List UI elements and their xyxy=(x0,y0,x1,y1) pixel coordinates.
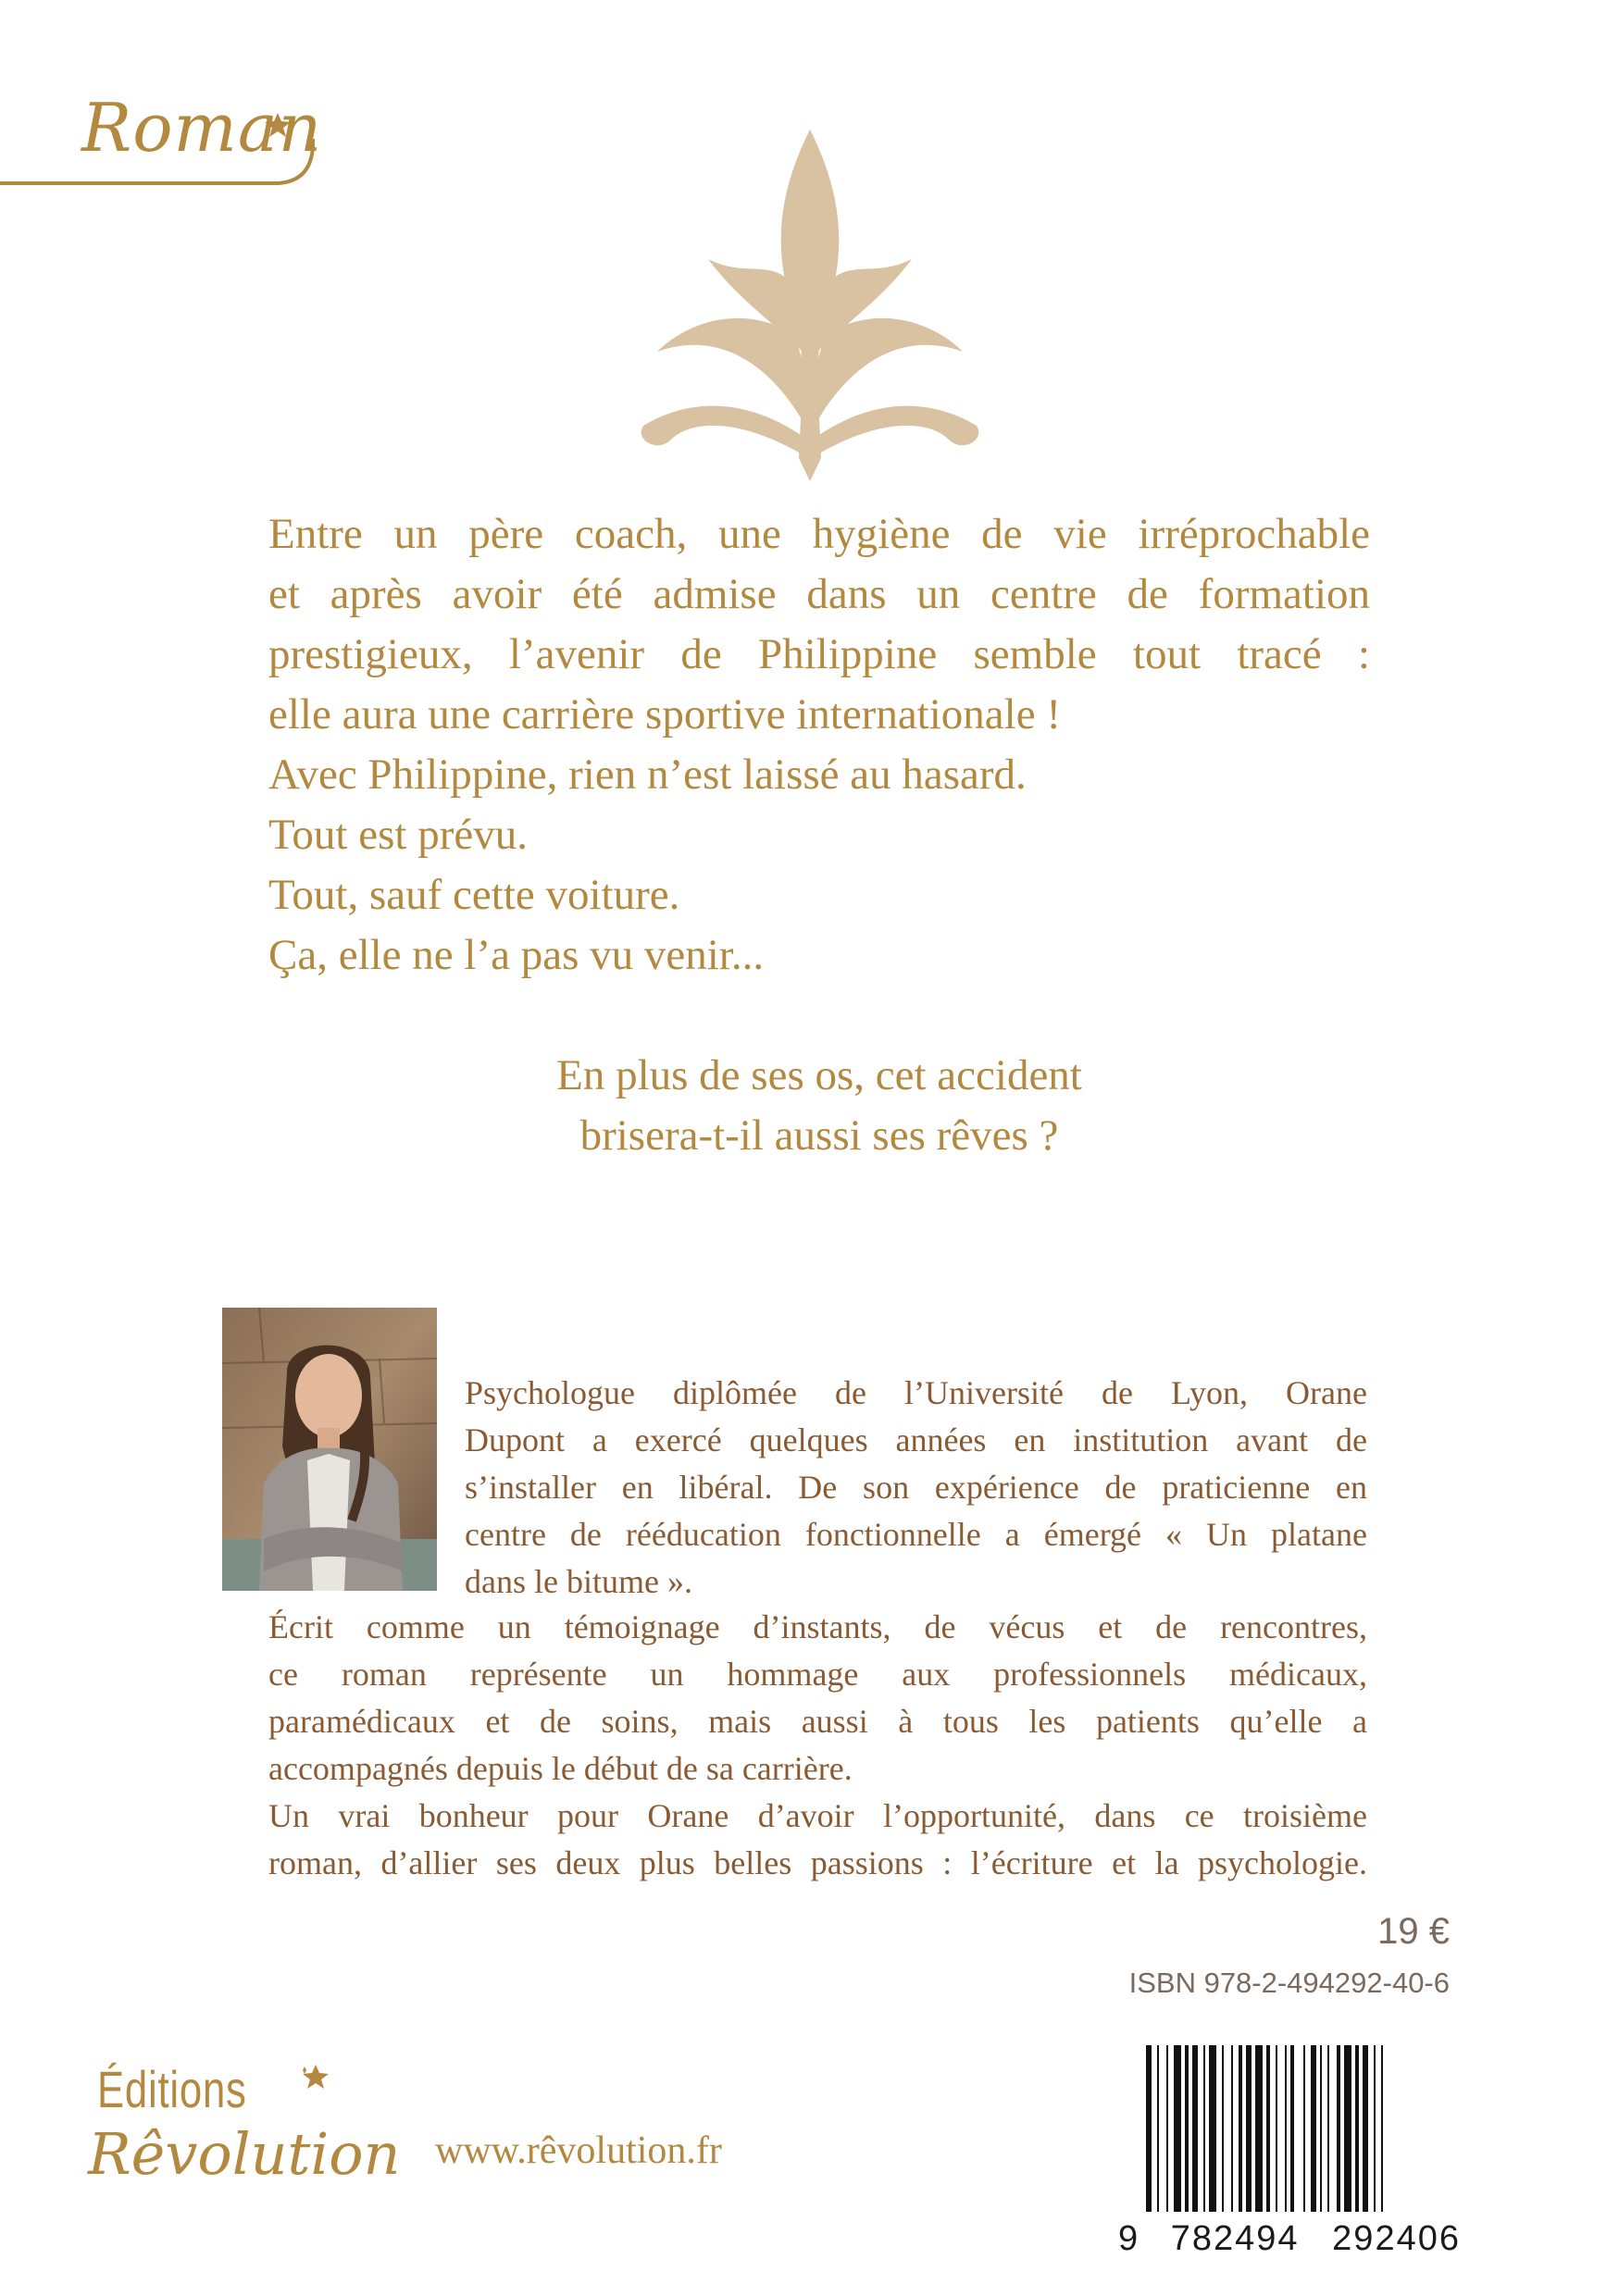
bio-line: s’installer en libéral. De son expérience de praticienne en xyxy=(465,1469,1367,1506)
price: 19 € xyxy=(1377,1911,1450,1952)
barcode-bars-icon xyxy=(1118,2036,1461,2221)
isbn: ISBN 978-2-494292-40-6 xyxy=(1128,1967,1450,1999)
barcode-bar xyxy=(1327,2045,1329,2212)
star-icon xyxy=(297,2063,334,2109)
hook-line: brisera-t-il aussi ses rêves ? xyxy=(579,1111,1059,1160)
author-bio-body xyxy=(268,1604,1367,1887)
barcode-digit-group: 9 xyxy=(1118,2219,1139,2258)
barcode-bar xyxy=(1246,2045,1252,2212)
barcode-bar xyxy=(1363,2045,1368,2212)
barcode-bar xyxy=(1311,2045,1316,2212)
hook-line: En plus de ses os, cet accident xyxy=(556,1051,1082,1099)
bio-line: centre de rééducation fonctionnelle a émergé « Un platane xyxy=(465,1516,1367,1553)
barcode-digit-group: 292406 xyxy=(1332,2219,1461,2258)
bio-line: Un vrai bonheur pour Orane d’avoir l’opportunité, dans ce troisième xyxy=(268,1797,1367,1834)
barcode-bar xyxy=(1209,2045,1216,2212)
genre-label: Roman xyxy=(81,89,323,167)
barcode-bar xyxy=(1355,2045,1359,2212)
barcode-bar xyxy=(1239,2045,1242,2212)
barcode-bar xyxy=(1303,2045,1305,2212)
bio-line: paramédicaux et de soins, mais aussi à tous les patients qu’elle a xyxy=(268,1703,1367,1740)
barcode-bar xyxy=(1320,2045,1322,2212)
barcode-bar xyxy=(1255,2045,1263,2212)
barcode-bar xyxy=(1174,2045,1181,2212)
barcode-bar xyxy=(1285,2045,1287,2212)
blurb-line: Ça, elle ne l’a pas vu venir... xyxy=(268,931,765,979)
blurb-line: Entre un père coach, une hygiène de vie irréprochable xyxy=(268,510,1370,558)
barcode-bar xyxy=(1222,2045,1224,2212)
bio-line: ce roman représente un hommage aux professionnels médicaux, xyxy=(268,1656,1367,1693)
bio-line: Dupont a exercé quelques années en institution avant de xyxy=(465,1421,1367,1458)
ornament-icon xyxy=(606,120,1014,490)
barcode-bar xyxy=(1231,2045,1233,2212)
bio-line: accompagnés depuis le début de sa carrière. xyxy=(268,1750,853,1787)
publisher-line1: Éditions xyxy=(97,2060,247,2118)
bio-line: Écrit comme un témoignage d’instants, de vécus et de rencontres, xyxy=(268,1608,1367,1645)
barcode-bar xyxy=(1344,2045,1351,2212)
blurb-line: Tout est prévu. xyxy=(268,811,528,859)
author-photo xyxy=(222,1308,437,1591)
barcode-bar xyxy=(1276,2045,1277,2212)
publisher-logo xyxy=(88,2059,403,2212)
website-link[interactable]: www.rêvolution.fr xyxy=(435,2129,722,2172)
barcode-bar xyxy=(1266,2045,1270,2212)
blurb-line: Avec Philippine, rien n’est laissé au hasard. xyxy=(268,751,1027,799)
blurb-line: et après avoir été admise dans un centre de formation xyxy=(268,570,1370,618)
blurb-line: elle aura une carrière sportive internationale ! xyxy=(268,690,1061,738)
barcode-digits xyxy=(1118,2219,1461,2259)
bio-line: Psychologue diplômée de l’Université de Lyon, Orane xyxy=(465,1374,1367,1411)
blurb-hook xyxy=(268,1046,1370,1166)
blurb xyxy=(268,504,1370,986)
bio-line: dans le bitume ». xyxy=(465,1563,692,1600)
barcode-bar xyxy=(1381,2045,1383,2212)
blurb-line: Tout, sauf cette voiture. xyxy=(268,871,680,919)
barcode-digit-group: 782494 xyxy=(1170,2219,1300,2258)
barcode-bar xyxy=(1290,2045,1294,2212)
bio-line: roman, d’allier ses deux plus belles passions : l’écriture et la psychologie. xyxy=(268,1844,1367,1881)
barcode-bar xyxy=(1374,2045,1376,2212)
barcode-bar xyxy=(1185,2045,1189,2212)
blurb-line: prestigieux, l’avenir de Philippine semble tout tracé : xyxy=(268,630,1370,678)
barcode-bar xyxy=(1337,2045,1340,2212)
author-bio-intro xyxy=(465,1370,1367,1606)
genre-tag xyxy=(0,83,323,190)
publisher-line2: Rêvolution xyxy=(88,2120,401,2188)
barcode xyxy=(1118,2036,1461,2277)
barcode-bar xyxy=(1192,2045,1198,2212)
barcode-bar xyxy=(1157,2045,1159,2212)
barcode-bar xyxy=(1203,2045,1205,2212)
barcode-bar xyxy=(1146,2045,1152,2212)
barcode-bar xyxy=(1166,2045,1168,2212)
